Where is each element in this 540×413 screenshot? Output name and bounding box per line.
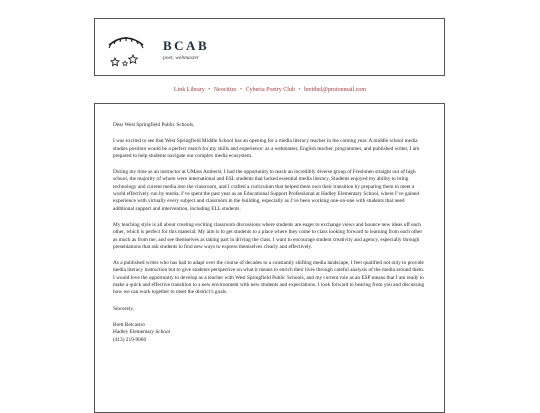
nav-separator: • <box>298 87 301 93</box>
letter-paragraph-1: I was excited to see that West Springfield Middle School has an opening for a media literacy teacher in the coming year. A middle school media studies position would be a perfect match for my skills and experience: as a webmaster, English teacher, programmer, and published writer, I am prepared to help students navigate our complex media ecosystem. <box>113 138 420 159</box>
nav-separator: • <box>208 87 211 93</box>
letter-closing: Sincerely, <box>113 305 134 312</box>
nav-link-cyberia-poetry-club[interactable]: Cyberia Poetry Club <box>245 87 295 93</box>
letter-greeting: Dear West Springfield Public Schools, <box>113 122 195 128</box>
signature-school: Hadley Elementary School <box>113 329 171 336</box>
letter-paragraph-4: As a published writer who has had to adapt over the course of decades to a constantly shifting media landscape, I feel qualified not only to provide media literacy instruction but to give students perspective on what it means to enrich their lives through careful analysis of the media around them. I would love the opportunity to develop as a teacher with West Springfield Public Schools, and my current role as an ESP means that I am ready to make a quick and effective transition to a new environment with new students and expectations. I look forward to hearing from you and discussing how we can work together to meet the district’s goals. <box>113 260 425 296</box>
brand-title: BCAB <box>163 38 210 53</box>
nav-link-library[interactable]: Link Library <box>173 87 205 93</box>
signature-name: Brett Belcastro <box>113 321 145 328</box>
nav-link-email[interactable]: brettbel@protonmail.com <box>304 87 367 93</box>
signature-block <box>113 322 426 344</box>
header-box <box>94 18 445 76</box>
letter-paragraph-2: During my time as an instructor at UMass Amherst, I had the opportunity to teach an incredibly diverse group of Freshmen straight out of high school, the majority of whom were international and ESL students that lacked essential media literacy. Students enjoyed my ability to bring technology and current media into the classroom, and I crafted a curriculum that helped them own their transition by preparing them to meet a world effectively run by media. I’ve spent the past year as an Educational Support Professional at Hadley Elementary School, where I’ve gained experience with virtually every subject and classroom in the building, especially as I’ve been working one-on-one with students that need additional support and intervention, including ELL students. <box>113 169 419 212</box>
sleeping-face-logo-icon <box>101 25 151 71</box>
nav-separator: • <box>240 87 243 93</box>
signature-phone: (413) 219-9060 <box>113 336 147 343</box>
cover-letter <box>94 103 445 413</box>
letter-paragraph-3: My teaching style is all about creating exciting classroom discussions where students are eager to exchange views and bounce new ideas off each other, which is perfect for this material. My aim is to get students to a place where they come to class looking forward to learning from each other as much as from me, and see themselves as taking part in driving the class. I want to encourage student creativity and agency, especially through presentations that ask students to find new ways to express themselves clearly and effectively. <box>113 221 423 250</box>
nav-link-neocities[interactable]: Neocities <box>213 87 237 93</box>
top-nav <box>0 87 540 93</box>
brand-subtitle: poet, webmaster <box>163 55 200 61</box>
